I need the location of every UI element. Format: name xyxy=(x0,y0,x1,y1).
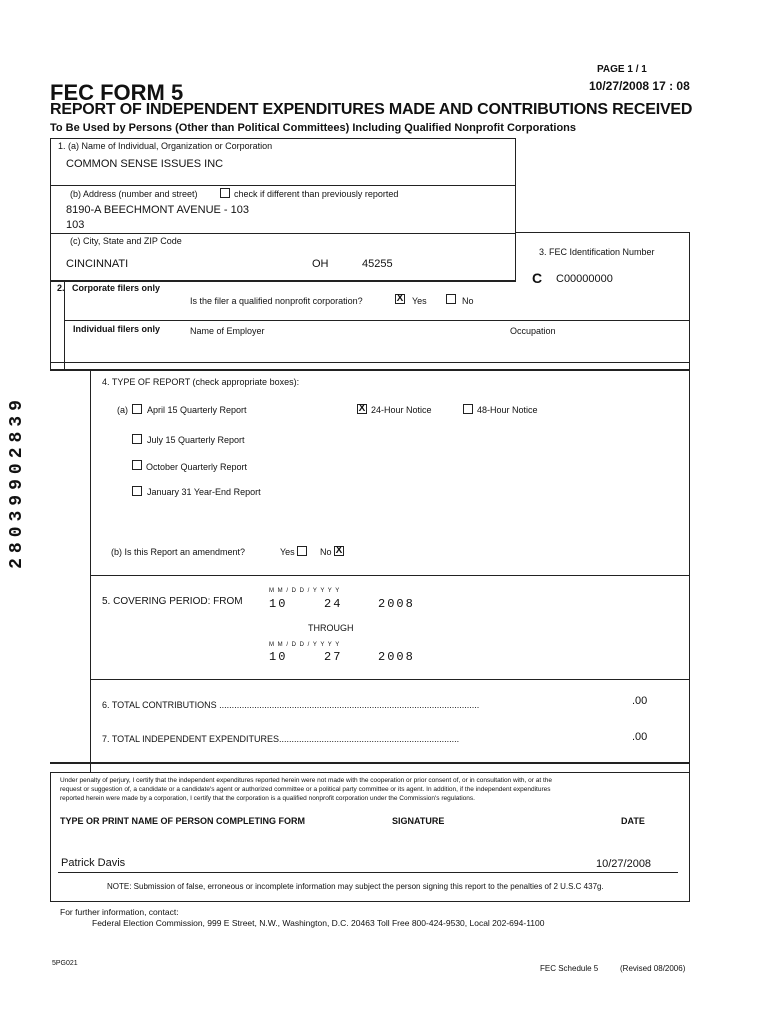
further-info-label: For further information, contact: xyxy=(60,907,179,917)
timestamp: 10/27/2008 17 : 08 xyxy=(589,79,690,93)
side-document-number: 28039902839 xyxy=(6,395,27,569)
section2-number: 2. xyxy=(57,283,65,293)
amendment-no-label: No xyxy=(320,547,332,557)
revised-label: (Revised 08/2006) xyxy=(620,964,686,973)
nonprofit-no-checkbox[interactable] xyxy=(446,294,456,304)
fec-id-value: C00000000 xyxy=(556,273,613,285)
january-label: January 31 Year-End Report xyxy=(147,487,261,497)
from-day: 24 xyxy=(324,597,343,611)
fec-id-prefix: C xyxy=(532,270,543,286)
through-label: THROUGH xyxy=(308,623,354,633)
july-checkbox[interactable] xyxy=(132,434,142,444)
covering-period-label: 5. COVERING PERIOD: FROM xyxy=(102,596,243,607)
city-state-zip-label: (c) City, State and ZIP Code xyxy=(70,236,182,246)
july-label: July 15 Quarterly Report xyxy=(147,435,245,445)
corporate-filers-label: Corporate filers only xyxy=(72,283,161,293)
form-code: 5PG021 xyxy=(52,960,78,967)
name-label: 1. (a) Name of Individual, Organization or Corporation xyxy=(58,141,273,151)
april-label: April 15 Quarterly Report xyxy=(147,405,247,415)
signature-date: 10/27/2008 xyxy=(596,858,652,870)
to-day: 27 xyxy=(324,650,343,664)
hour24-checkbox[interactable]: X xyxy=(358,403,366,414)
individual-filers-label: Individual filers only xyxy=(73,324,161,334)
total-contributions-label: 6. TOTAL CONTRIBUTIONS ........................................................................................................ xyxy=(102,700,480,710)
name-header: TYPE OR PRINT NAME OF PERSON COMPLETING FORM xyxy=(60,816,306,826)
january-checkbox[interactable] xyxy=(132,486,142,496)
from-date-hint: M M / D D / Y Y Y Y xyxy=(269,588,341,594)
address-check-label: check if different than previously reported xyxy=(234,189,399,199)
fec-id-label: 3. FEC Identification Number xyxy=(539,247,655,257)
signature-header: SIGNATURE xyxy=(392,816,445,826)
amendment-yes-label: Yes xyxy=(280,547,295,557)
amendment-question: (b) Is this Report an amendment? xyxy=(111,547,246,557)
zip-value: 45255 xyxy=(362,258,393,270)
hour48-label: 48-Hour Notice xyxy=(477,405,538,415)
preparer-name: Patrick Davis xyxy=(61,857,126,869)
to-date-hint: M M / D D / Y Y Y Y xyxy=(269,642,341,648)
nonprofit-yes-checkbox[interactable]: X xyxy=(396,293,404,304)
nonprofit-question: Is the filer a qualified nonprofit corporation? xyxy=(190,296,363,306)
from-year: 2008 xyxy=(378,597,415,611)
hour24-label: 24-Hour Notice xyxy=(371,405,432,415)
total-contributions-value: .00 xyxy=(632,695,648,707)
amendment-yes-checkbox[interactable] xyxy=(297,546,307,556)
city-value: CINCINNATI xyxy=(66,258,129,270)
name-value: COMMON SENSE ISSUES INC xyxy=(66,158,224,170)
report-type-label: 4. TYPE OF REPORT (check appropriate boxes): xyxy=(102,377,300,387)
employer-label: Name of Employer xyxy=(190,326,265,336)
total-expenditures-value: .00 xyxy=(632,731,648,743)
page-number: PAGE 1 / 1 xyxy=(597,64,647,75)
nonprofit-yes-label: Yes xyxy=(412,296,427,306)
subtitle: To Be Used by Persons (Other than Political Committees) Including Qualified Nonprofit Corporations xyxy=(50,122,577,134)
to-month: 10 xyxy=(269,650,288,664)
april-checkbox[interactable] xyxy=(132,404,142,414)
penalty-note: NOTE: Submission of false, erroneous or incomplete information may subject the person signing this report to the penalties of 2 U.S.C 437g. xyxy=(107,882,604,891)
hour48-checkbox[interactable] xyxy=(463,404,473,414)
october-checkbox[interactable] xyxy=(132,460,142,470)
address-line2: 103 xyxy=(66,219,85,231)
address-line1: 8190-A BEECHMONT AVENUE - 103 xyxy=(66,204,249,216)
total-expenditures-label: 7. TOTAL INDEPENDENT EXPENDITURES........................................................................ xyxy=(102,734,460,744)
to-year: 2008 xyxy=(378,650,415,664)
report-type-a-label: (a) xyxy=(117,405,128,415)
from-month: 10 xyxy=(269,597,288,611)
certification-line3: reported herein were made by a corporation, I certify that the corporation is a qualified nonprofit corporation under the Commission's regulations. xyxy=(60,795,475,802)
date-header: DATE xyxy=(621,816,645,826)
address-changed-checkbox[interactable] xyxy=(220,188,230,198)
schedule-label: FEC Schedule 5 xyxy=(540,964,599,973)
nonprofit-no-label: No xyxy=(462,296,474,306)
october-label: October Quarterly Report xyxy=(146,462,248,472)
occupation-label: Occupation xyxy=(510,326,556,336)
state-value: OH xyxy=(312,258,329,270)
address-label: (b) Address (number and street) xyxy=(70,189,198,199)
certification-line1: Under penalty of perjury, I certify that the independent expenditures reported herein were not made with the cooperation or prior consent of, or in consultation with, or at the xyxy=(60,777,552,784)
certification-line2: request or suggestion of, a candidate or a candidate's agent or authorized committee or a political party committee or its agent. In addition, if the independent expenditures xyxy=(60,786,551,793)
report-title: REPORT OF INDEPENDENT EXPENDITURES MADE AND CONTRIBUTIONS RECEIVED xyxy=(50,101,693,118)
form-title: FEC FORM 5 xyxy=(50,80,184,105)
amendment-no-checkbox[interactable]: X xyxy=(335,545,343,556)
fec-contact: Federal Election Commission, 999 E Street, N.W., Washington, D.C. 20463 Toll Free 800-424-9530, Local 202-694-1100 xyxy=(92,918,545,928)
